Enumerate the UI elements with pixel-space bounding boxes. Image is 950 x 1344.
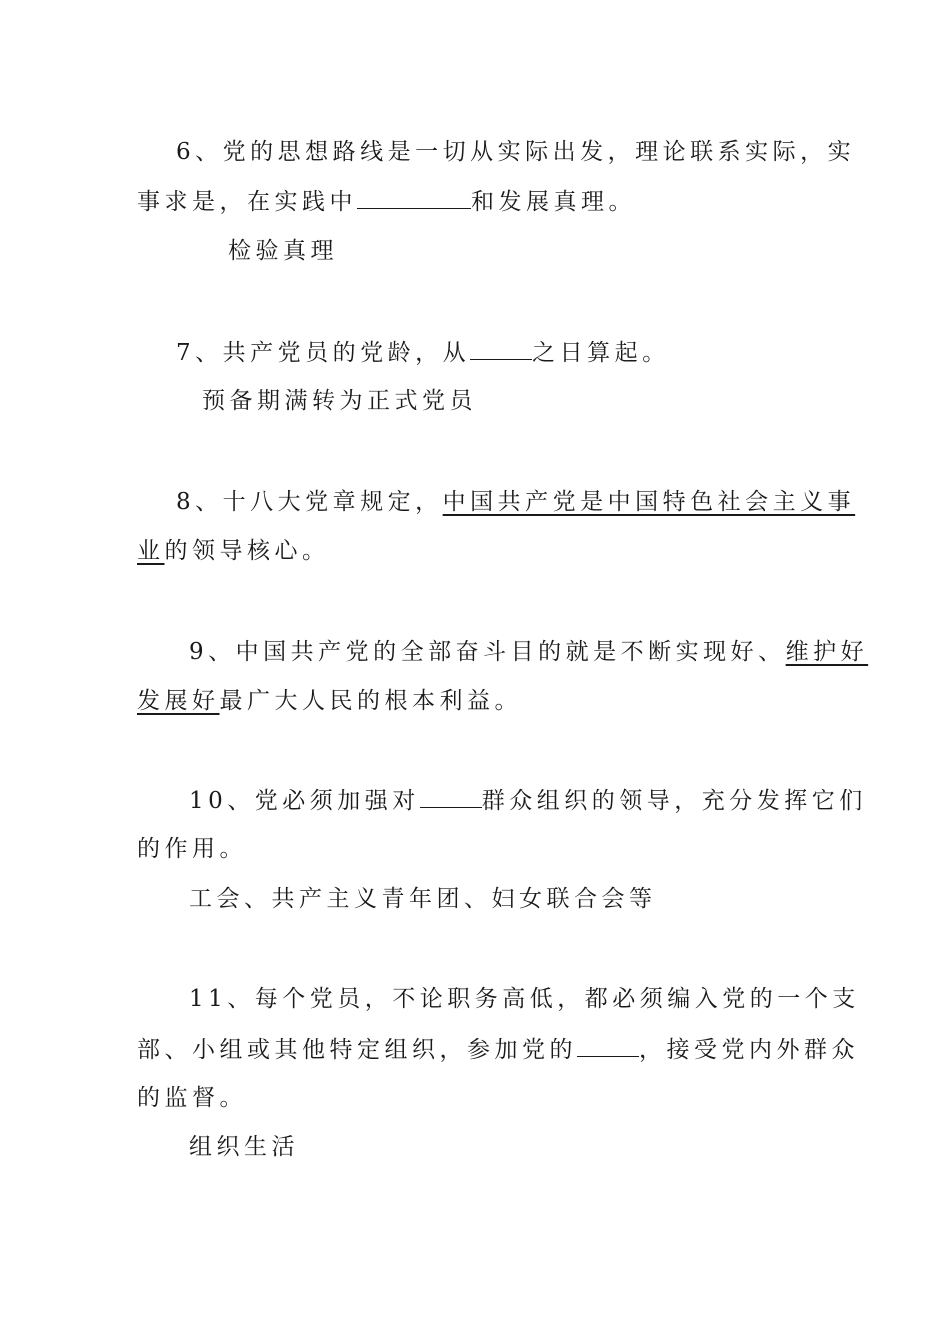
question-11-answer-text: 组织生活 <box>189 1134 299 1160</box>
question-10-line-2 <box>137 834 247 864</box>
question-10-answer <box>189 884 657 914</box>
question-7-blank <box>470 337 532 360</box>
question-10-text-1: 10、党必须加强对 <box>189 788 420 814</box>
question-10-text-2: 群众组织的领导，充分发挥它们 <box>481 788 867 814</box>
question-10-text-3: 的作用。 <box>137 836 247 862</box>
question-9-line-1 <box>189 637 868 667</box>
question-8-underlined-answer-1: 中国共产党是中国特色社会主义事 <box>442 489 856 515</box>
question-9-text-2: 最广大人民的根本利益。 <box>219 688 522 714</box>
question-6-blank <box>357 186 471 209</box>
question-11-answer <box>189 1132 299 1162</box>
question-7-text-1: 7、共产党员的党龄，从 <box>176 340 471 366</box>
question-11-text-2: 部、小组或其他特定组织，参加党的 <box>137 1037 577 1063</box>
question-6-line-2 <box>137 186 636 217</box>
question-6-text-2: 事求是，在实践中 <box>137 189 357 215</box>
question-11-text-3: ，接受党内外群众 <box>639 1037 859 1063</box>
question-8-text-2: 的领导核心。 <box>164 538 330 564</box>
question-10-blank <box>420 785 482 808</box>
question-11-text-4: 的监督。 <box>137 1085 247 1111</box>
question-6-answer <box>228 236 338 266</box>
question-7-text-2: 之日算起。 <box>532 340 670 366</box>
question-7-answer-text: 预备期满转为正式党员 <box>202 388 477 414</box>
question-11-line-3 <box>137 1083 247 1113</box>
question-11-line-2 <box>137 1034 859 1065</box>
question-7-answer <box>202 386 477 416</box>
question-10-line-1 <box>189 785 867 816</box>
question-9-underlined-answer-1: 维护好 <box>785 639 869 665</box>
question-8-line-1 <box>176 487 855 517</box>
question-10-answer-text: 工会、共产主义青年团、妇女联合会等 <box>189 886 657 912</box>
question-9-underlined-answer-2: 发展好 <box>137 688 220 714</box>
question-11-text-1: 11、每个党员，不论职务高低，都必须编入党的一个支 <box>189 986 860 1012</box>
question-6-text-1: 6、党的思想路线是一切从实际出发，理论联系实际，实 <box>176 139 856 165</box>
question-6-line-1 <box>176 137 855 167</box>
question-7-line <box>176 337 670 368</box>
question-11-blank <box>577 1034 639 1057</box>
question-9-line-2 <box>137 686 522 716</box>
question-8-text-1: 8、十八大党章规定， <box>176 489 443 515</box>
question-9-text-1: 9、中国共产党的全部奋斗目的就是不断实现好、 <box>189 639 786 665</box>
question-11-line-1 <box>189 984 860 1014</box>
question-8-underlined-answer-2: 业 <box>137 538 165 564</box>
question-6-answer-text: 检验真理 <box>228 238 338 264</box>
question-6-text-3: 和发展真理。 <box>471 189 636 215</box>
question-8-line-2 <box>137 536 330 566</box>
